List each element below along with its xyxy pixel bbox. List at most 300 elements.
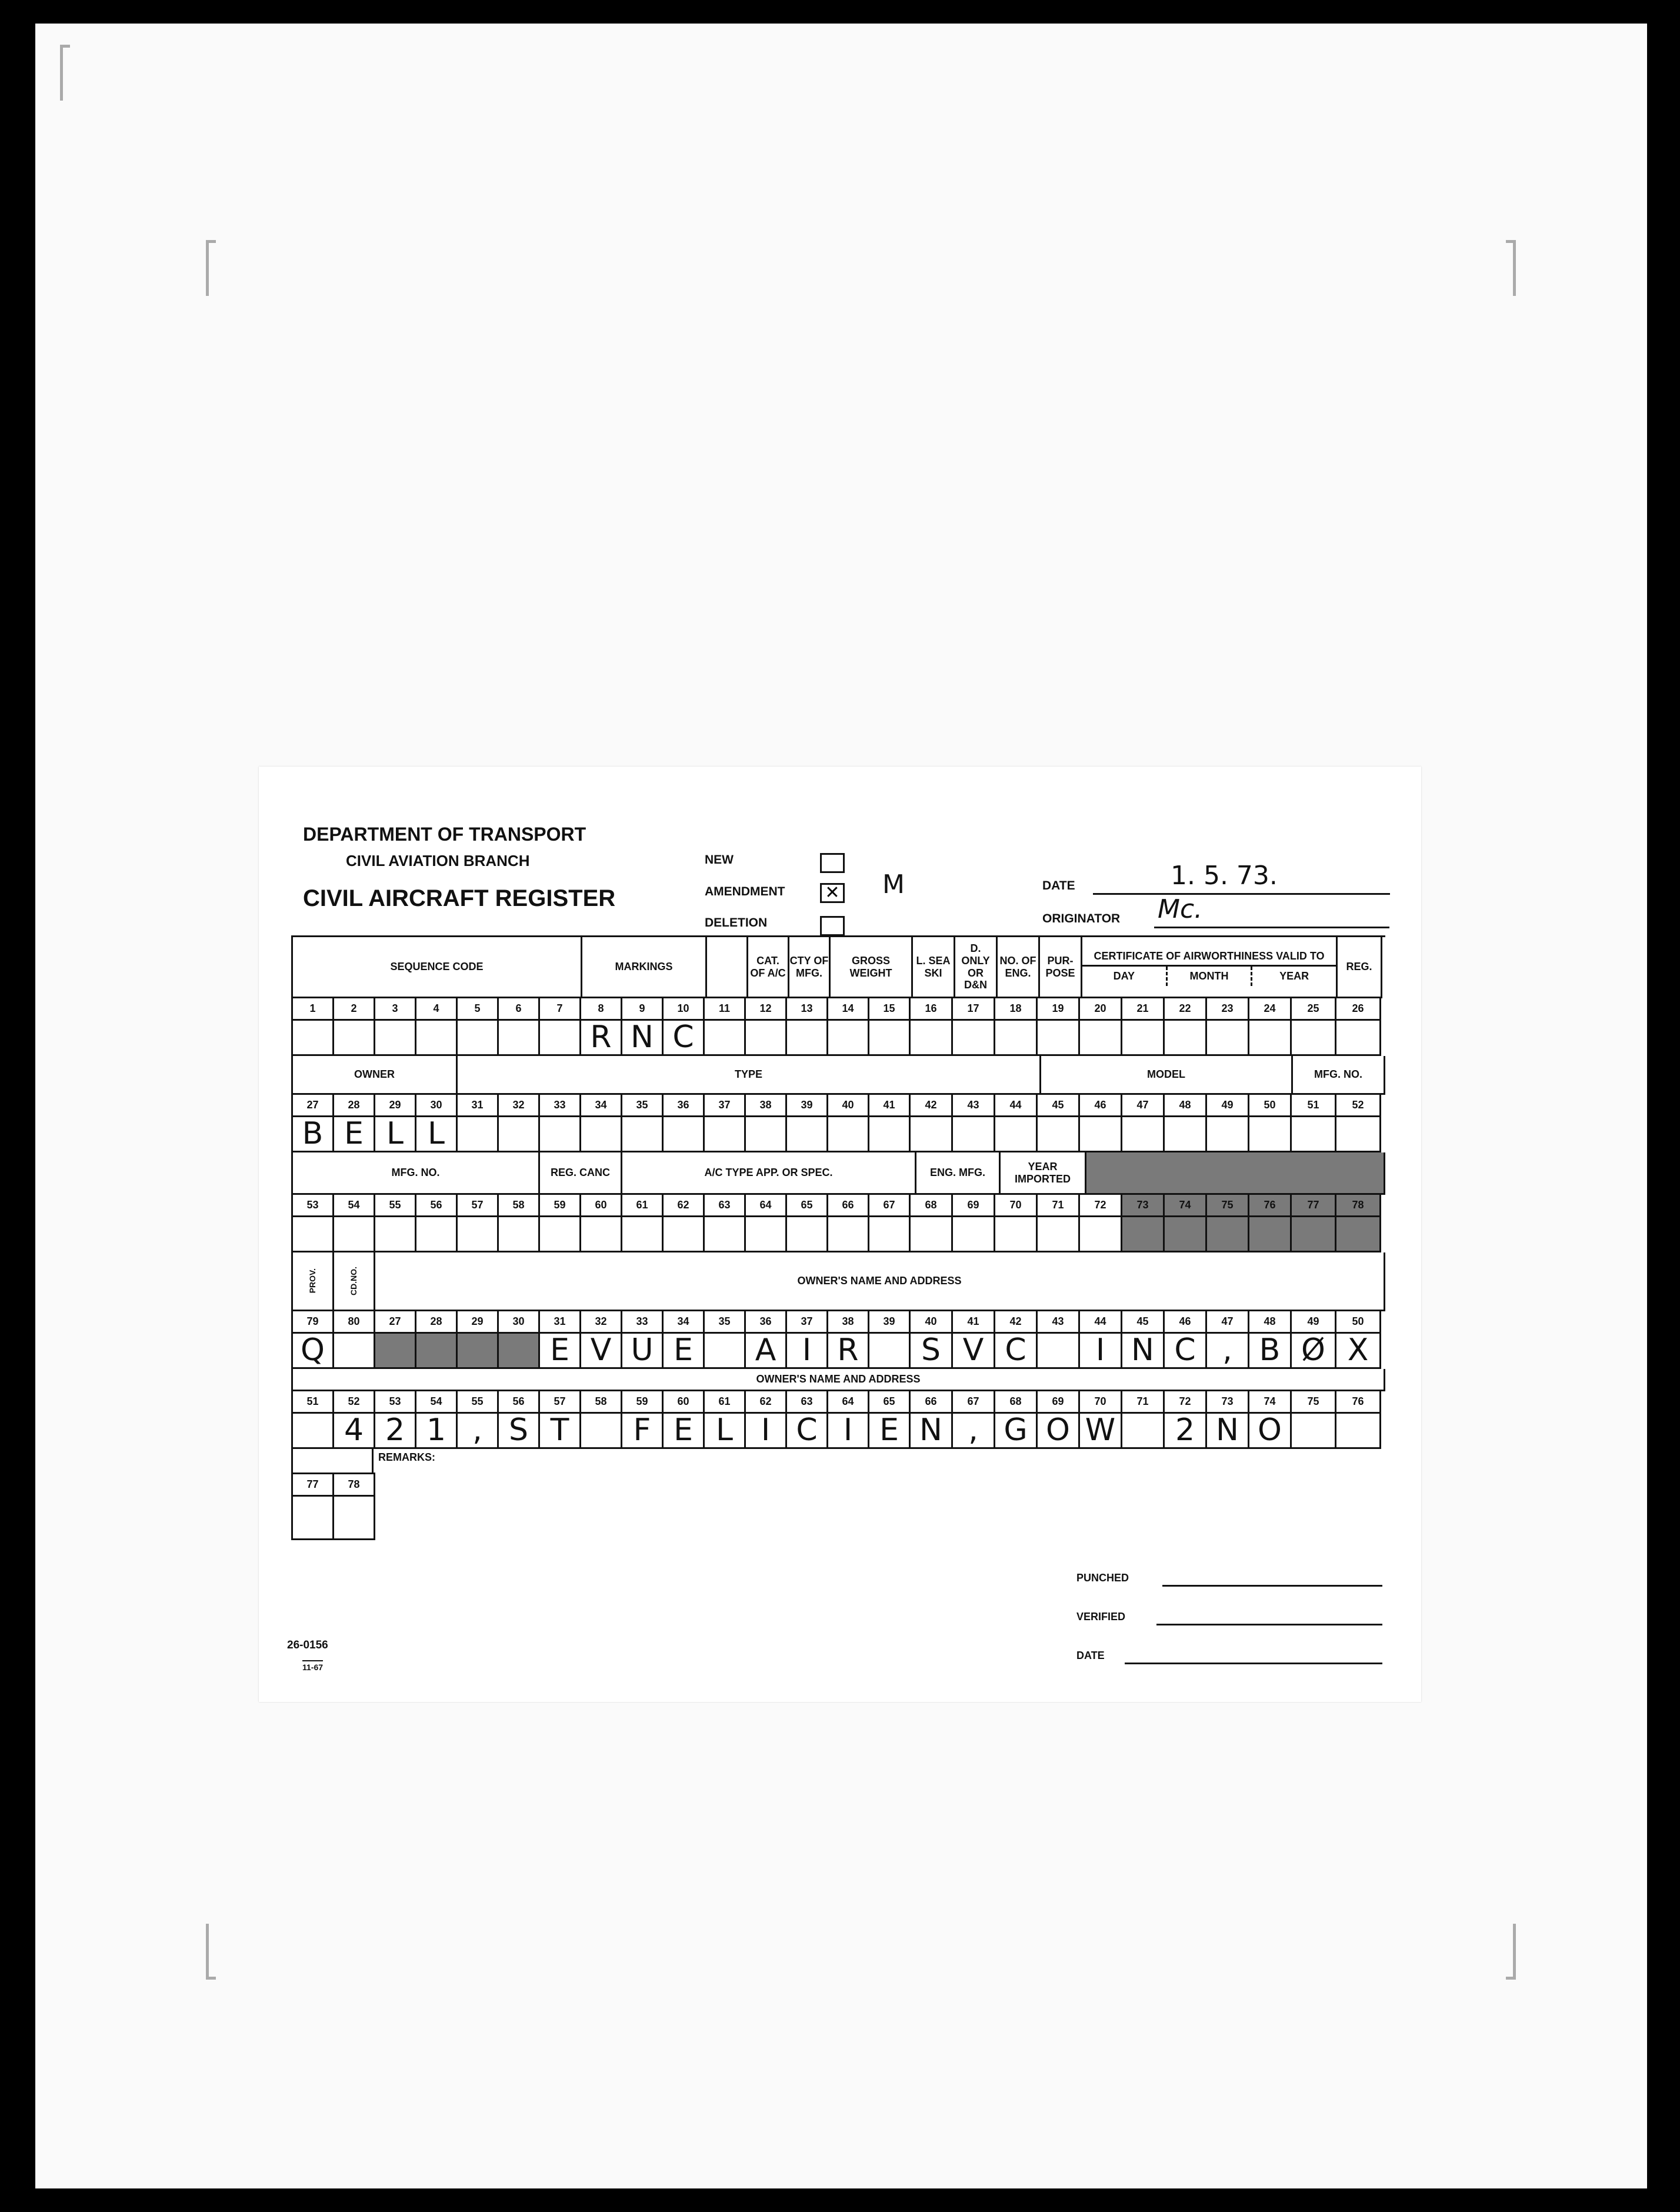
- crop-mark: [1506, 240, 1516, 296]
- field-cell[interactable]: E: [664, 1334, 705, 1369]
- owner-header: OWNER: [293, 1056, 458, 1095]
- column-number: 1: [293, 998, 334, 1021]
- column-number: 50: [1249, 1095, 1292, 1117]
- field-cell[interactable]: [540, 1117, 581, 1152]
- field-cell[interactable]: O: [1249, 1414, 1292, 1449]
- section1-headers: [291, 935, 1385, 998]
- field-cell[interactable]: [705, 1021, 746, 1056]
- new-label: NEW: [705, 853, 734, 867]
- type-header: TYPE: [458, 1056, 1041, 1095]
- column-number: 68: [911, 1195, 953, 1217]
- column-number: 59: [622, 1391, 664, 1414]
- column-number: 33: [540, 1095, 581, 1117]
- field-cell[interactable]: I: [746, 1414, 787, 1449]
- column-number: 54: [416, 1391, 458, 1414]
- column-number: 35: [622, 1095, 664, 1117]
- originator-label: ORIGINATOR: [1042, 912, 1121, 925]
- field-cell[interactable]: [334, 1217, 375, 1252]
- field-cell[interactable]: [293, 1021, 334, 1056]
- field-cell[interactable]: 1: [416, 1414, 458, 1449]
- field-cell[interactable]: C: [1165, 1334, 1207, 1369]
- column-number: 15: [869, 998, 911, 1021]
- small-col-value[interactable]: [293, 1497, 334, 1540]
- field-cell[interactable]: Ø: [1292, 1334, 1336, 1369]
- column-number: 73: [1122, 1195, 1165, 1217]
- field-cell[interactable]: [293, 1217, 334, 1252]
- field-cell[interactable]: [622, 1117, 664, 1152]
- field-cell[interactable]: [911, 1217, 953, 1252]
- field-cell[interactable]: N: [1122, 1334, 1165, 1369]
- field-cell[interactable]: [869, 1217, 911, 1252]
- column-number: 61: [705, 1391, 746, 1414]
- field-cell[interactable]: [664, 1117, 705, 1152]
- cert-year: YEAR: [1251, 967, 1336, 986]
- field-cell[interactable]: [1080, 1217, 1122, 1252]
- field-cell[interactable]: E: [334, 1117, 375, 1152]
- column-number: 57: [458, 1195, 499, 1217]
- field-cell[interactable]: [1122, 1414, 1165, 1449]
- section2-numbers: [291, 1095, 1385, 1117]
- remarks-area: [291, 1449, 1385, 1555]
- field-cell[interactable]: [1336, 1021, 1381, 1056]
- field-cell[interactable]: [1336, 1117, 1381, 1152]
- field-cell[interactable]: [458, 1117, 499, 1152]
- footer-date-label: DATE: [1076, 1650, 1105, 1661]
- column-number: 67: [869, 1195, 911, 1217]
- small-col-num: 77: [293, 1474, 334, 1497]
- column-number: 29: [375, 1095, 416, 1117]
- field-cell[interactable]: [787, 1217, 828, 1252]
- field-cell[interactable]: [869, 1021, 911, 1056]
- column-number: 5: [458, 998, 499, 1021]
- field-cell[interactable]: [1336, 1217, 1381, 1252]
- section4-values: [291, 1334, 1385, 1369]
- field-cell[interactable]: [458, 1217, 499, 1252]
- field-cell[interactable]: [1165, 1021, 1207, 1056]
- small-grid: [291, 1473, 375, 1497]
- field-cell[interactable]: [375, 1021, 416, 1056]
- field-cell[interactable]: [581, 1117, 622, 1152]
- field-cell[interactable]: [540, 1217, 581, 1252]
- column-number: 66: [911, 1391, 953, 1414]
- field-cell[interactable]: [1038, 1334, 1080, 1369]
- field-cell[interactable]: R: [581, 1021, 622, 1056]
- column-number: 4: [416, 998, 458, 1021]
- column-number: 49: [1207, 1095, 1249, 1117]
- verified-line: [1156, 1610, 1382, 1625]
- field-cell[interactable]: [416, 1021, 458, 1056]
- column-number: 80: [334, 1311, 375, 1334]
- column-number: 71: [1038, 1195, 1080, 1217]
- cdno-header: [334, 1252, 375, 1311]
- field-cell[interactable]: L: [375, 1117, 416, 1152]
- field-cell[interactable]: L: [416, 1117, 458, 1152]
- column-number: 53: [375, 1391, 416, 1414]
- dept-title: DEPARTMENT OF TRANSPORT: [303, 824, 586, 845]
- amendment-label: AMENDMENT: [705, 885, 785, 898]
- column-number: 46: [1080, 1095, 1122, 1117]
- field-cell[interactable]: [1165, 1217, 1207, 1252]
- section5-values: [291, 1414, 1385, 1449]
- column-number: 35: [705, 1311, 746, 1334]
- column-number: 11: [705, 998, 746, 1021]
- section2-values: [291, 1117, 1385, 1152]
- column-number: 12: [746, 998, 787, 1021]
- field-cell[interactable]: [499, 1217, 540, 1252]
- field-cell[interactable]: ,: [458, 1414, 499, 1449]
- field-cell[interactable]: B: [293, 1117, 334, 1152]
- field-cell[interactable]: [581, 1414, 622, 1449]
- field-cell[interactable]: [1292, 1021, 1336, 1056]
- markings-header: MARKINGS: [582, 937, 707, 998]
- column-number: 30: [499, 1311, 540, 1334]
- column-number: 72: [1165, 1391, 1207, 1414]
- field-cell[interactable]: N: [911, 1414, 953, 1449]
- field-cell[interactable]: [375, 1334, 416, 1369]
- field-cell[interactable]: E: [540, 1334, 581, 1369]
- column-number: 73: [1207, 1391, 1249, 1414]
- column-number: 56: [416, 1195, 458, 1217]
- field-cell[interactable]: [705, 1117, 746, 1152]
- column-number: 41: [953, 1311, 995, 1334]
- field-cell[interactable]: [953, 1217, 995, 1252]
- field-cell[interactable]: [869, 1334, 911, 1369]
- section5-headers: [291, 1369, 1385, 1391]
- field-cell[interactable]: [746, 1217, 787, 1252]
- column-number: 13: [787, 998, 828, 1021]
- column-number: 55: [458, 1391, 499, 1414]
- column-number: 27: [293, 1095, 334, 1117]
- field-cell[interactable]: 4: [334, 1414, 375, 1449]
- section1-values: [291, 1021, 1385, 1056]
- column-number: 37: [705, 1095, 746, 1117]
- field-cell[interactable]: [1249, 1021, 1292, 1056]
- field-cell[interactable]: [1207, 1217, 1249, 1252]
- field-cell[interactable]: B: [1249, 1334, 1292, 1369]
- field-cell[interactable]: W: [1080, 1414, 1122, 1449]
- column-number: 74: [1249, 1391, 1292, 1414]
- field-cell[interactable]: [828, 1217, 869, 1252]
- column-number: 70: [1080, 1391, 1122, 1414]
- field-cell[interactable]: N: [1207, 1414, 1249, 1449]
- field-cell[interactable]: ,: [953, 1414, 995, 1449]
- column-number: 23: [1207, 998, 1249, 1021]
- column-number: 57: [540, 1391, 581, 1414]
- dnight-header: D. ONLY OR D&N: [955, 937, 998, 998]
- column-number: 36: [664, 1095, 705, 1117]
- field-cell[interactable]: [1249, 1117, 1292, 1152]
- branch-title: CIVIL AVIATION BRANCH: [346, 852, 530, 870]
- field-cell[interactable]: [995, 1217, 1038, 1252]
- field-cell[interactable]: [334, 1021, 375, 1056]
- column-number: 54: [334, 1195, 375, 1217]
- mfg-no-header-2: MFG. NO.: [293, 1152, 540, 1195]
- column-number: 2: [334, 998, 375, 1021]
- column-number: 62: [664, 1195, 705, 1217]
- column-number: 69: [1038, 1391, 1080, 1414]
- field-cell[interactable]: A: [746, 1334, 787, 1369]
- column-number: 21: [1122, 998, 1165, 1021]
- eng-mfg-header: ENG. MFG.: [916, 1152, 1001, 1195]
- register-title: CIVIL AIRCRAFT REGISTER: [303, 885, 616, 911]
- field-cell[interactable]: [1038, 1217, 1080, 1252]
- column-number: 70: [995, 1195, 1038, 1217]
- column-number: 63: [705, 1195, 746, 1217]
- amendment-checkbox[interactable]: ✕: [820, 883, 845, 903]
- prov-label: PROV.: [308, 1268, 318, 1294]
- field-cell[interactable]: [787, 1117, 828, 1152]
- no-eng-header: NO. OF ENG.: [998, 937, 1040, 998]
- field-cell[interactable]: [995, 1117, 1038, 1152]
- column-number: 60: [664, 1391, 705, 1414]
- field-cell[interactable]: [705, 1217, 746, 1252]
- column-number: 49: [1292, 1311, 1336, 1334]
- column-number: 71: [1122, 1391, 1165, 1414]
- column-number: 75: [1207, 1195, 1249, 1217]
- cty-header: CTY OF MFG.: [789, 937, 831, 998]
- field-cell[interactable]: S: [911, 1334, 953, 1369]
- field-cell[interactable]: [828, 1117, 869, 1152]
- column-number: 55: [375, 1195, 416, 1217]
- field-cell[interactable]: [1080, 1117, 1122, 1152]
- column-number: 50: [1336, 1311, 1381, 1334]
- crop-mark: [206, 240, 216, 296]
- field-cell[interactable]: [705, 1334, 746, 1369]
- register-grid: [291, 935, 1385, 1555]
- column-number: 67: [953, 1391, 995, 1414]
- column-number: 64: [828, 1391, 869, 1414]
- lseaski-header: L. SEA SKI: [913, 937, 955, 998]
- column-number: 45: [1122, 1311, 1165, 1334]
- handwritten-code: M: [882, 870, 905, 900]
- column-number: 32: [499, 1095, 540, 1117]
- remarks-label: REMARKS:: [378, 1451, 435, 1463]
- column-number: 22: [1165, 998, 1207, 1021]
- field-cell[interactable]: [953, 1021, 995, 1056]
- column-number: 8: [581, 998, 622, 1021]
- column-number: 44: [995, 1095, 1038, 1117]
- field-cell[interactable]: C: [664, 1021, 705, 1056]
- field-cell[interactable]: [787, 1021, 828, 1056]
- column-number: 60: [581, 1195, 622, 1217]
- column-number: 32: [581, 1311, 622, 1334]
- field-cell[interactable]: [1038, 1021, 1080, 1056]
- owner-name-address-header-2: OWNER'S NAME AND ADDRESS: [293, 1369, 1385, 1391]
- field-cell[interactable]: [746, 1117, 787, 1152]
- column-number: 38: [746, 1095, 787, 1117]
- column-number: 59: [540, 1195, 581, 1217]
- field-cell[interactable]: G: [995, 1414, 1038, 1449]
- field-cell[interactable]: [499, 1021, 540, 1056]
- column-number: 28: [334, 1095, 375, 1117]
- field-cell[interactable]: [375, 1217, 416, 1252]
- field-cell[interactable]: E: [869, 1414, 911, 1449]
- form-date: 11-67: [302, 1660, 323, 1672]
- new-checkbox[interactable]: [820, 853, 845, 873]
- deletion-checkbox[interactable]: [820, 916, 845, 936]
- field-cell[interactable]: T: [540, 1414, 581, 1449]
- field-cell[interactable]: [953, 1117, 995, 1152]
- date-label: DATE: [1042, 879, 1075, 892]
- column-number: 76: [1249, 1195, 1292, 1217]
- field-cell[interactable]: [1292, 1414, 1336, 1449]
- date-value: 1. 5. 73.: [1171, 861, 1278, 891]
- column-number: 68: [995, 1391, 1038, 1414]
- section4-headers: [291, 1252, 1385, 1311]
- column-number: 56: [499, 1391, 540, 1414]
- column-number: 38: [828, 1311, 869, 1334]
- footer-date-line: [1125, 1648, 1382, 1664]
- column-number: 26: [1336, 998, 1381, 1021]
- field-cell[interactable]: [1122, 1021, 1165, 1056]
- punched-line: [1162, 1571, 1382, 1587]
- field-cell[interactable]: I: [1080, 1334, 1122, 1369]
- column-number: 52: [334, 1391, 375, 1414]
- column-number: 41: [869, 1095, 911, 1117]
- field-cell[interactable]: [293, 1414, 334, 1449]
- column-number: 37: [787, 1311, 828, 1334]
- field-cell[interactable]: L: [705, 1414, 746, 1449]
- field-cell[interactable]: [416, 1334, 458, 1369]
- column-number: 24: [1249, 998, 1292, 1021]
- column-number: 76: [1336, 1391, 1381, 1414]
- field-cell[interactable]: X: [1336, 1334, 1381, 1369]
- field-cell[interactable]: U: [622, 1334, 664, 1369]
- field-cell[interactable]: C: [995, 1334, 1038, 1369]
- field-cell[interactable]: [334, 1334, 375, 1369]
- column-number: 61: [622, 1195, 664, 1217]
- field-cell[interactable]: [1080, 1021, 1122, 1056]
- column-number: 48: [1165, 1095, 1207, 1117]
- column-number: 20: [1080, 998, 1122, 1021]
- field-cell[interactable]: [1165, 1117, 1207, 1152]
- field-cell[interactable]: [1336, 1414, 1381, 1449]
- field-cell[interactable]: N: [622, 1021, 664, 1056]
- column-number: 53: [293, 1195, 334, 1217]
- field-cell[interactable]: I: [828, 1414, 869, 1449]
- column-number: 33: [622, 1311, 664, 1334]
- field-cell[interactable]: V: [953, 1334, 995, 1369]
- column-number: 34: [581, 1095, 622, 1117]
- field-cell[interactable]: E: [664, 1414, 705, 1449]
- field-cell[interactable]: [664, 1217, 705, 1252]
- crop-mark: [206, 1924, 216, 1980]
- column-number: 65: [869, 1391, 911, 1414]
- field-cell[interactable]: [1249, 1217, 1292, 1252]
- field-cell[interactable]: [1122, 1217, 1165, 1252]
- cat-header: CAT. OF A/C: [748, 937, 789, 998]
- column-number: 9: [622, 998, 664, 1021]
- column-number: 62: [746, 1391, 787, 1414]
- field-cell[interactable]: [1292, 1117, 1336, 1152]
- field-cell[interactable]: [1207, 1021, 1249, 1056]
- field-cell[interactable]: [869, 1117, 911, 1152]
- column-number: 46: [1165, 1311, 1207, 1334]
- year-imported-header: YEAR IMPORTED: [1001, 1152, 1086, 1195]
- field-cell[interactable]: F: [622, 1414, 664, 1449]
- column-number: 79: [293, 1311, 334, 1334]
- small-col-num: 78: [334, 1474, 375, 1497]
- column-number: 47: [1122, 1095, 1165, 1117]
- mfg-no-header: MFG. NO.: [1293, 1056, 1385, 1095]
- field-cell[interactable]: [911, 1021, 953, 1056]
- field-cell[interactable]: [458, 1334, 499, 1369]
- field-cell[interactable]: O: [1038, 1414, 1080, 1449]
- column-number: 31: [458, 1095, 499, 1117]
- cert-day: DAY: [1113, 970, 1135, 982]
- field-cell[interactable]: [581, 1217, 622, 1252]
- column-number: 17: [953, 998, 995, 1021]
- originator-value: Mc.: [1158, 894, 1203, 924]
- gross-weight-header: GROSS WEIGHT: [831, 937, 913, 998]
- blank-header: [707, 937, 748, 998]
- field-cell[interactable]: [499, 1334, 540, 1369]
- crop-mark: [1506, 1924, 1516, 1980]
- field-cell[interactable]: I: [787, 1334, 828, 1369]
- column-number: 72: [1080, 1195, 1122, 1217]
- field-cell[interactable]: 2: [375, 1414, 416, 1449]
- column-number: 74: [1165, 1195, 1207, 1217]
- section3-values: [291, 1217, 1385, 1252]
- field-cell[interactable]: [540, 1021, 581, 1056]
- field-cell[interactable]: [1038, 1117, 1080, 1152]
- column-number: 65: [787, 1195, 828, 1217]
- form-number: 26-0156: [287, 1639, 328, 1651]
- field-cell[interactable]: 2: [1165, 1414, 1207, 1449]
- field-cell[interactable]: [746, 1021, 787, 1056]
- ac-type-app-header: A/C TYPE APP. OR SPEC.: [622, 1152, 916, 1195]
- column-number: 39: [869, 1311, 911, 1334]
- column-number: 48: [1249, 1311, 1292, 1334]
- column-number: 45: [1038, 1095, 1080, 1117]
- column-number: 29: [458, 1311, 499, 1334]
- field-cell[interactable]: C: [787, 1414, 828, 1449]
- section1-numbers: [291, 998, 1385, 1021]
- column-number: 28: [416, 1311, 458, 1334]
- column-number: 52: [1336, 1095, 1381, 1117]
- cert-month: MONTH: [1166, 967, 1251, 986]
- cdno-label: CD.NO.: [349, 1267, 359, 1295]
- field-cell[interactable]: Q: [293, 1334, 334, 1369]
- column-number: 30: [416, 1095, 458, 1117]
- field-cell[interactable]: V: [581, 1334, 622, 1369]
- column-number: 43: [953, 1095, 995, 1117]
- field-cell[interactable]: [828, 1021, 869, 1056]
- field-cell[interactable]: ,: [1207, 1334, 1249, 1369]
- field-cell[interactable]: [458, 1021, 499, 1056]
- section2-headers: [291, 1056, 1385, 1095]
- field-cell[interactable]: [416, 1217, 458, 1252]
- small-grid-values: [291, 1497, 375, 1540]
- owner-name-address-header: OWNER'S NAME AND ADDRESS: [375, 1252, 1385, 1311]
- model-header: MODEL: [1041, 1056, 1293, 1095]
- field-cell[interactable]: [622, 1217, 664, 1252]
- field-cell[interactable]: R: [828, 1334, 869, 1369]
- field-cell[interactable]: [911, 1117, 953, 1152]
- field-cell[interactable]: [1207, 1117, 1249, 1152]
- field-cell[interactable]: S: [499, 1414, 540, 1449]
- field-cell[interactable]: [1122, 1117, 1165, 1152]
- field-cell[interactable]: [995, 1021, 1038, 1056]
- field-cell[interactable]: [499, 1117, 540, 1152]
- column-number: 25: [1292, 998, 1336, 1021]
- verified-label: VERIFIED: [1076, 1611, 1126, 1623]
- column-number: 40: [911, 1311, 953, 1334]
- small-col-value[interactable]: [334, 1497, 375, 1540]
- field-cell[interactable]: [1292, 1217, 1336, 1252]
- purpose-header: PUR-POSE: [1040, 937, 1082, 998]
- reg-canc-header: REG. CANC: [540, 1152, 622, 1195]
